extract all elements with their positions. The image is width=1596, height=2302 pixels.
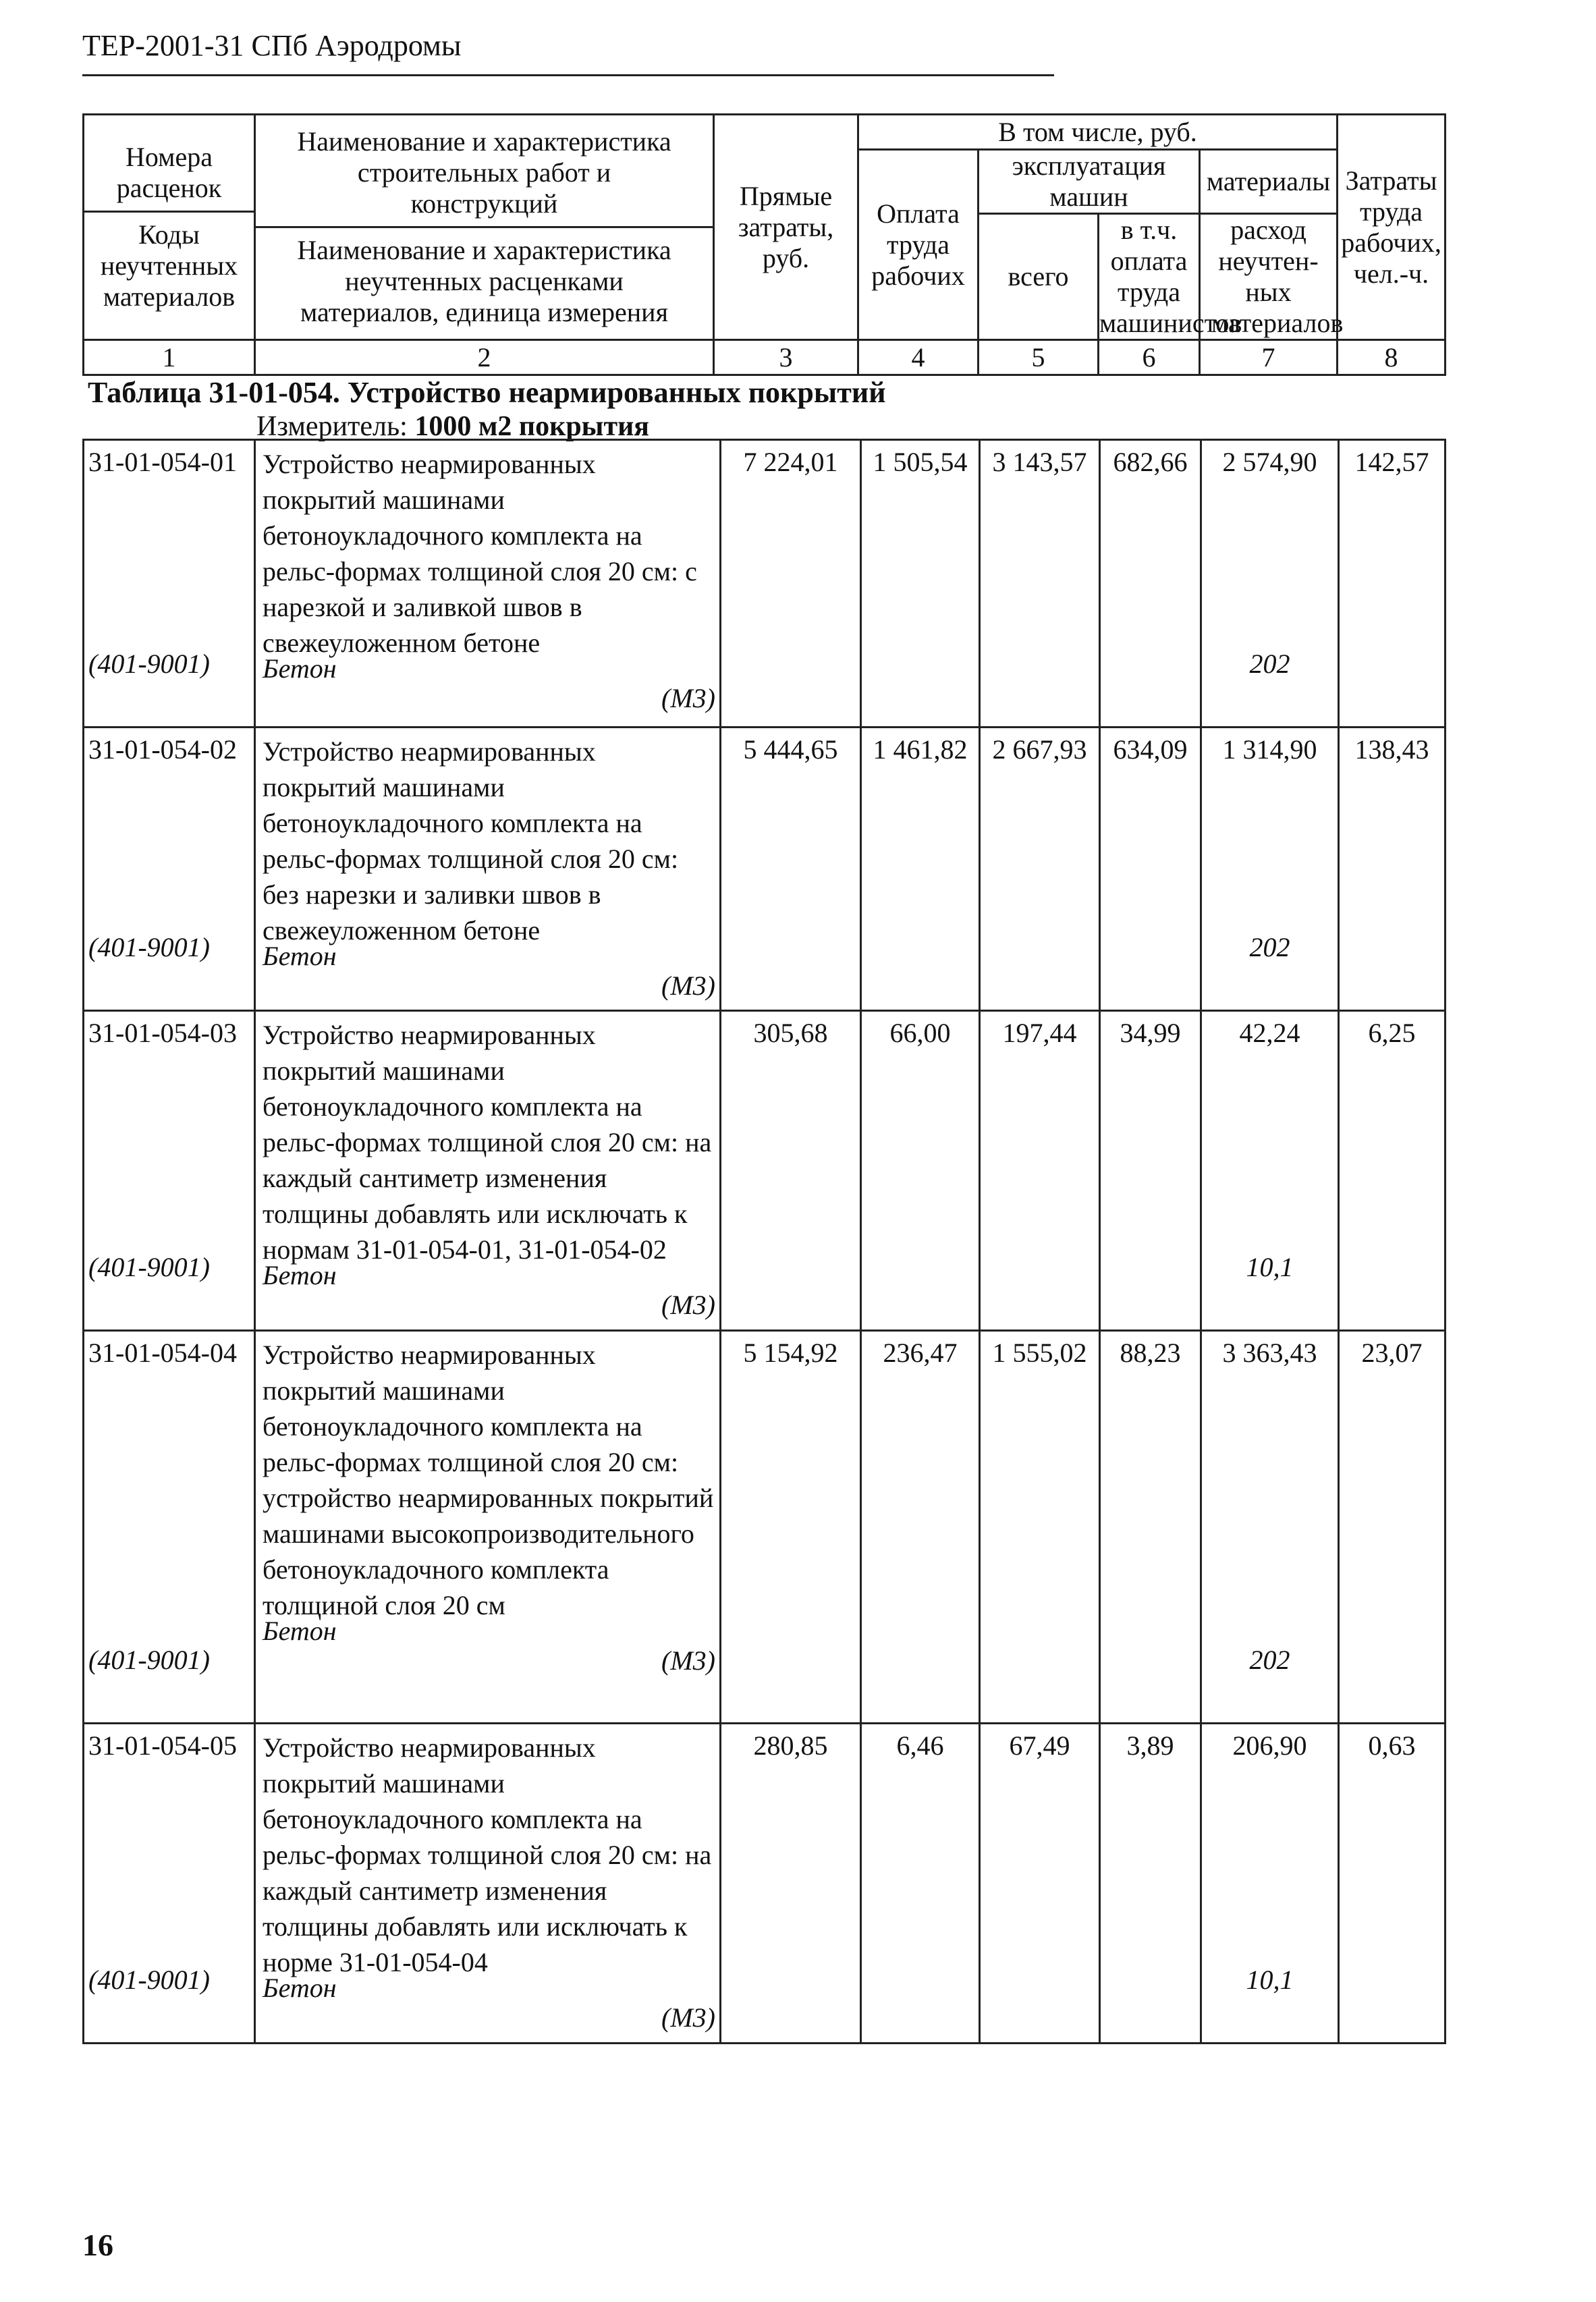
- rates-table: [82, 439, 1446, 2044]
- header-codes: [84, 115, 255, 340]
- machine-costs: 2 667,93: [980, 728, 1100, 1011]
- description-cell: [255, 728, 721, 1011]
- machinist-pay: 34,99: [1100, 1011, 1201, 1331]
- header-col-num-3: 3: [714, 340, 858, 375]
- work-description: Устройство неармированных покрытий машинами бетоноукладочного комплекта на рельс-формах толщиной слоя 20 см: устройство неармированных покрытий машинами высокопроизводительного бетоноукладочного комплекта толщиной слоя 20 см: [263, 1340, 714, 1620]
- rate-code: 31-01-054-02: [88, 734, 237, 765]
- header-machinists-pay: в т.ч. оплата труда машинистов: [1099, 214, 1200, 340]
- machinist-pay: 88,23: [1100, 1331, 1201, 1724]
- material-unit: (М3): [661, 1290, 715, 1320]
- header-material-name: Наименование и характеристика неучтенных расценками материалов, единица измерения: [297, 235, 671, 327]
- material-unit: (М3): [661, 2002, 715, 2033]
- machine-costs: 1 555,02: [980, 1331, 1100, 1724]
- materials-cell: [1201, 728, 1339, 1011]
- header-rule: [82, 74, 1054, 76]
- worker-pay: 236,47: [861, 1331, 980, 1724]
- material-costs: 42,24: [1239, 1018, 1300, 1048]
- description-cell: [255, 440, 721, 728]
- header-col-num-5: 5: [979, 340, 1099, 375]
- material-costs: 206,90: [1232, 1730, 1307, 1761]
- material-consumption: 202: [1249, 649, 1290, 679]
- header-labor-hours: Затраты труда рабочих, чел.-ч.: [1338, 115, 1446, 340]
- direct-costs: 7 224,01: [721, 440, 861, 728]
- labor-hours: 23,07: [1339, 1331, 1446, 1724]
- rate-cell: [84, 1724, 255, 2044]
- machinist-pay: 3,89: [1100, 1724, 1201, 2044]
- rate-cell: [84, 1331, 255, 1724]
- header-materials: материалы: [1200, 150, 1338, 214]
- worker-pay: 1 505,54: [861, 440, 980, 728]
- rate-cell: [84, 440, 255, 728]
- materials-cell: [1201, 1011, 1339, 1331]
- table-title: Таблица 31-01-054. Устройство неармированных покрытий: [88, 376, 886, 409]
- work-description: Устройство неармированных покрытий машинами бетоноукладочного комплекта на рельс-формах толщиной слоя 20 см: на каждый сантиметр изменения толщины добавлять или исключать к норме 31-01-054-04: [263, 1732, 712, 1977]
- rate-code: 31-01-054-05: [88, 1730, 237, 1761]
- material-name: Бетон: [263, 1973, 337, 2003]
- material-code: (401-9001): [88, 1645, 210, 1675]
- rate-cell: [84, 1011, 255, 1331]
- meter-value: 1000 м2 покрытия: [414, 411, 650, 442]
- header-col-num-6: 6: [1099, 340, 1200, 375]
- header-col-num-7: 7: [1200, 340, 1338, 375]
- table-row: [84, 1724, 1446, 2044]
- material-unit: (М3): [661, 683, 715, 713]
- work-description: Устройство неармированных покрытий машинами бетоноукладочного комплекта на рельс-формах толщиной слоя 20 см: с нарезкой и заливкой швов в свежеуложенном бетоне: [263, 449, 697, 658]
- header-direct-costs: Прямые затраты, руб.: [714, 115, 858, 340]
- table-row: [84, 1011, 1446, 1331]
- description-cell: [255, 1724, 721, 2044]
- material-consumption: 202: [1249, 1645, 1290, 1675]
- direct-costs: 5 154,92: [721, 1331, 861, 1724]
- material-unit: (М3): [661, 1645, 715, 1676]
- labor-hours: 6,25: [1339, 1011, 1446, 1331]
- machine-costs: 67,49: [980, 1724, 1100, 2044]
- material-name: Бетон: [263, 653, 337, 684]
- labor-hours: 142,57: [1339, 440, 1446, 728]
- header-machines-total: всего: [979, 214, 1099, 340]
- header-col-num-1: 1: [84, 340, 255, 375]
- work-description: Устройство неармированных покрытий машинами бетоноукладочного комплекта на рельс-формах толщиной слоя 20 см: без нарезки и заливки швов в свежеуложенном бетоне: [263, 736, 679, 946]
- rate-code: 31-01-054-03: [88, 1018, 237, 1048]
- material-code: (401-9001): [88, 1965, 210, 1995]
- worker-pay: 1 461,82: [861, 728, 980, 1011]
- material-consumption: 10,1: [1246, 1252, 1294, 1282]
- rate-code: 31-01-054-04: [88, 1338, 237, 1368]
- machinist-pay: 682,66: [1100, 440, 1201, 728]
- material-unit: (М3): [661, 970, 715, 1001]
- table-row: [84, 440, 1446, 728]
- column-header-table: [82, 113, 1446, 376]
- header-material-codes: Коды неучтенных материалов: [100, 219, 238, 312]
- direct-costs: 280,85: [721, 1724, 861, 2044]
- material-code: (401-9001): [88, 649, 210, 679]
- page-number: 16: [82, 2228, 113, 2262]
- machine-costs: 197,44: [980, 1011, 1100, 1331]
- material-name: Бетон: [263, 1260, 337, 1290]
- worker-pay: 66,00: [861, 1011, 980, 1331]
- material-consumption: 202: [1249, 932, 1290, 962]
- material-consumption: 10,1: [1246, 1965, 1294, 1995]
- meter: [256, 410, 649, 443]
- work-description: Устройство неармированных покрытий машинами бетоноукладочного комплекта на рельс-формах толщиной слоя 20 см: на каждый сантиметр изменения толщины добавлять или исключать к нормам 31-01-054-01, 31-01-054-02: [263, 1020, 712, 1265]
- header-col-num-4: 4: [858, 340, 979, 375]
- table-row: [84, 728, 1446, 1011]
- header-worker-pay: Оплата труда рабочих: [858, 150, 979, 340]
- material-name: Бетон: [263, 941, 337, 971]
- description-cell: [255, 1331, 721, 1724]
- meter-label: Измеритель:: [256, 411, 415, 442]
- material-costs: 3 363,43: [1222, 1338, 1317, 1368]
- header-machines: эксплуатация машин: [979, 150, 1200, 214]
- header-rate-numbers: Номера расценок: [84, 138, 254, 213]
- header-work-name: Наименование и характеристика строительных работ и конструкций: [256, 122, 713, 228]
- material-costs: 2 574,90: [1222, 447, 1317, 477]
- materials-cell: [1201, 1724, 1339, 2044]
- material-costs: 1 314,90: [1222, 734, 1317, 765]
- rate-cell: [84, 728, 255, 1011]
- header-col-num-2: 2: [255, 340, 714, 375]
- machine-costs: 3 143,57: [980, 440, 1100, 728]
- machinist-pay: 634,09: [1100, 728, 1201, 1011]
- material-name: Бетон: [263, 1616, 337, 1646]
- labor-hours: 138,43: [1339, 728, 1446, 1011]
- description-cell: [255, 1011, 721, 1331]
- materials-cell: [1201, 1331, 1339, 1724]
- materials-cell: [1201, 440, 1339, 728]
- direct-costs: 5 444,65: [721, 728, 861, 1011]
- direct-costs: 305,68: [721, 1011, 861, 1331]
- table-row: [84, 1331, 1446, 1724]
- header-unaccounted-materials: расход неучтен-ных материалов: [1200, 214, 1338, 340]
- header-col-num-8: 8: [1338, 340, 1446, 375]
- rate-code: 31-01-054-01: [88, 447, 237, 477]
- header-names: [255, 115, 714, 340]
- material-code: (401-9001): [88, 1252, 210, 1282]
- header-group-label: В том числе, руб.: [858, 115, 1338, 150]
- document-header: ТЕР-2001-31 СПб Аэродромы: [82, 29, 462, 62]
- worker-pay: 6,46: [861, 1724, 980, 2044]
- labor-hours: 0,63: [1339, 1724, 1446, 2044]
- material-code: (401-9001): [88, 932, 210, 962]
